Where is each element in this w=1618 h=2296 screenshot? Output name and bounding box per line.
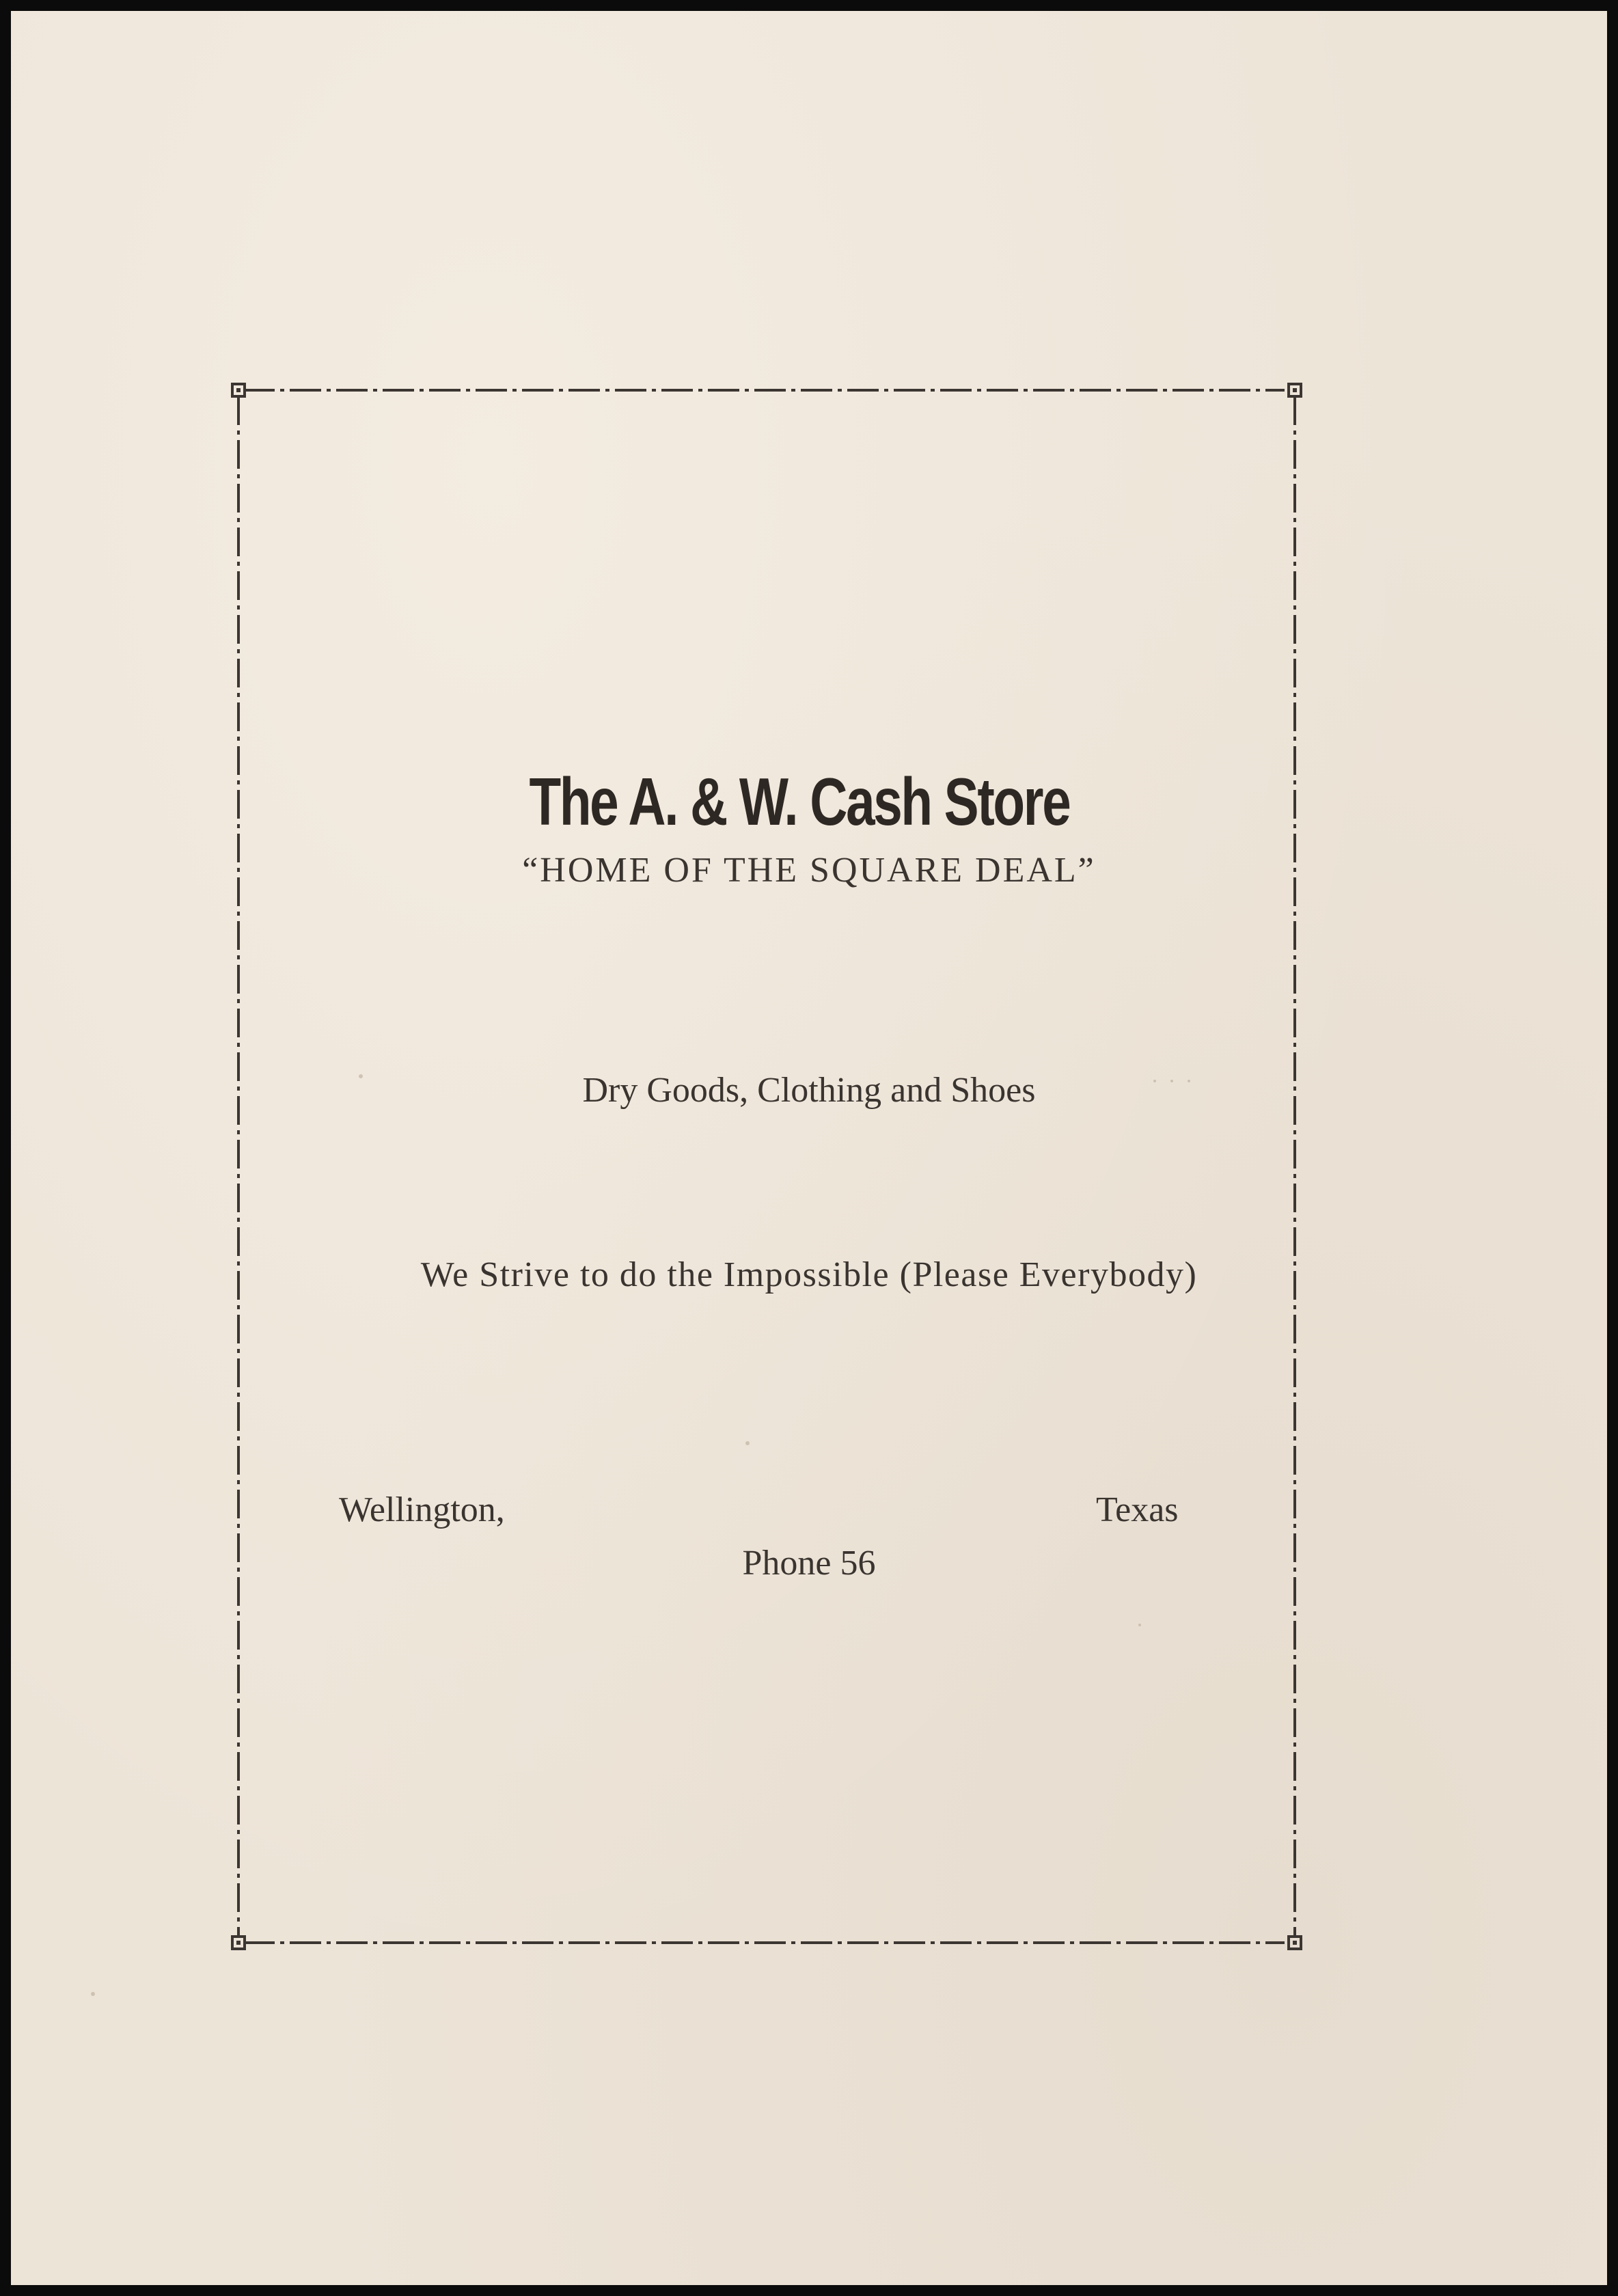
store-slogan: “HOME OF THE SQUARE DEAL” [522, 851, 1096, 890]
phone-number: Phone 56 [742, 1544, 876, 1583]
store-motto: We Strive to do the Impossible (Please Everybody) [420, 1255, 1198, 1294]
city-name: Wellington, [339, 1490, 505, 1529]
state-name: Texas [1096, 1490, 1179, 1529]
merchandise-line: Dry Goods, Clothing and Shoes [582, 1071, 1036, 1110]
store-name-heading: The A. & W. Cash Store [529, 764, 1070, 839]
